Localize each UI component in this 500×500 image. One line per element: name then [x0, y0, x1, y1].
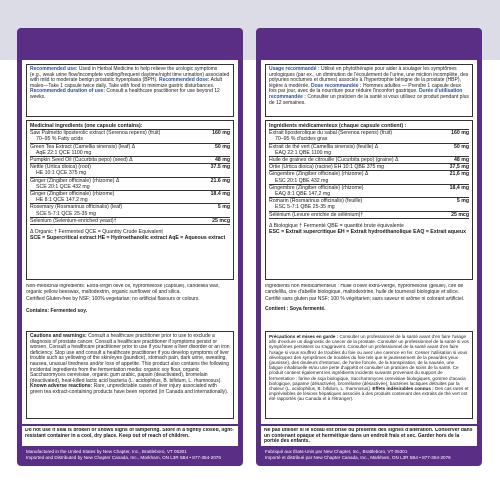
recommended-use-heading: Recommended use: [30, 66, 78, 72]
ingredient-standardization: HE 10:1 QCE 375 mg [36, 170, 87, 177]
french-label-content [261, 60, 477, 424]
ingredient-name [30, 164, 204, 176]
ingredient-row [269, 198, 469, 211]
recommended-dose-heading-fr: Dose recommandée : [310, 82, 362, 89]
certified-statement-fr: Certifié sans gluten par NSF; 100 % végétarien; sans saveur ni arôme ni colorant artificiel. [265, 296, 465, 303]
recommended-use-text-fr: Utilisé en phytothérapie pour aider à soulager les symptômes urologiques (par ex., un diminution de l'écoulement de l'urine, une miction incomplète, des polyuries nocturnes et diurnes) associés à l'hypertrophie bénigne de la prostate (HBP), légère à modérée. [269, 66, 469, 89]
cautions-box-fr [265, 331, 473, 419]
contains-statement-fr: Contient : Soya fermenté. [265, 305, 326, 312]
recommended-duration-heading-fr: Durée d'utilisation recommandée : [269, 88, 463, 100]
ingredient-row [30, 130, 230, 143]
ingredient-row [269, 130, 469, 143]
ingredient-name [30, 130, 204, 142]
ingredient-name-text: Huile de graines de citrouille (Cucurbita pepo) (graine) Δ [269, 157, 399, 164]
ingredient-row [269, 164, 469, 171]
cautions-box [26, 331, 234, 419]
medicinal-ingredients-header-fr: Ingrédients médicamenteux (chaque capsule contient) : [269, 123, 469, 130]
legend-line-1: Δ Organic † Fermented QCE = Quantity Crude Equivalent [30, 229, 163, 236]
legend-line-2-fr: ESC = Extrait supercritique EH = Extrait hydroéthanolique EAQ = Extrait aqueux [269, 229, 467, 236]
ingredient-amount: 18,4 mg [449, 184, 469, 191]
ingredient-amount: 18.4 mg [210, 191, 230, 198]
ingredient-row [269, 171, 469, 184]
english-label-content [22, 60, 238, 424]
ingredient-amount: 50 mg [454, 143, 469, 150]
recommended-use-box-fr [265, 64, 473, 117]
ingredient-rows [30, 130, 230, 225]
recommended-dose-heading: Recommended dose: [158, 77, 210, 84]
recommended-duration-text-fr: Consulter un praticien de la santé si vous utilisez ce produit pendant plus de 12 semaines. [269, 93, 469, 106]
adverse-reactions-heading: Known adverse reactions: [30, 383, 93, 390]
ingredient-row [30, 191, 230, 204]
ingredient-row [269, 144, 469, 157]
ingredient-row [269, 185, 469, 198]
manufacturer-line-fr: Fabriqué aux États-Unis par New Chapter, Inc., Brattleboro, VT 05301 [265, 449, 408, 454]
non-medicinal-ingredients-fr: Ingrédients non médicamenteux : Huile d'olive extra-vierge, hypromellose (gélule), cire de candelilla, cire d'abeille biologique, maltodextrine, huile de tournesol biologique et silice. [265, 284, 464, 295]
ingredient-name-text: Ginger (Zingiber officinale) (rhizome) [30, 191, 115, 198]
storage-warning-bar [22, 426, 238, 446]
ingredient-name-text: Gingembre (Zingiber officinale) (rhizome) [269, 184, 364, 191]
ingredient-name [269, 198, 443, 210]
ingredient-amount: 21,6 mg [449, 171, 469, 178]
medicinal-ingredients-table [26, 120, 234, 280]
ingredient-standardization: AqE 22:1 QCE 1100 mg [36, 149, 92, 156]
ingredient-row [269, 212, 469, 219]
contains-statement: Contains: Fermented soy. [26, 307, 88, 314]
ingredient-name-text: Selenium (Selenium-enriched yeast)† [30, 217, 117, 224]
ingredient-row [30, 164, 230, 177]
ingredient-amount: 50 mg [215, 143, 230, 150]
ingredient-name-text: Gingembre (Zingiber officinale) (rhizome) Δ [269, 171, 369, 178]
ingredient-amount: 48 mg [215, 157, 230, 164]
manufacturer-info-fr [265, 449, 473, 461]
ingredient-name-text: Ortie (Urtica dioica) (racine) EH 10:1 QBE 375 mg [269, 164, 385, 171]
ingredient-name [269, 157, 443, 163]
ingredient-amount: 160 mg [451, 130, 469, 137]
ingredient-amount: 37.5 mg [210, 164, 230, 171]
recommended-duration-text: Consult a healthcare practitioner for use beyond 12 weeks. [30, 88, 220, 100]
adverse-reactions-heading-fr: Effets indésirables connus : [372, 386, 434, 392]
ingredient-name-text: Sélénium (Levure enrichie de sélénium)† [269, 211, 364, 218]
ingredient-row [30, 218, 230, 225]
ingredient-name [30, 144, 204, 156]
ingredient-name [30, 204, 204, 216]
recommended-use-box [26, 64, 234, 117]
ingredient-standardization: SCE 20:1 QCE 432 mg [36, 183, 90, 190]
cautions-text-fr: Consulter un professionnel de la santé avant d'en faire l'usage afin d'exclure un diagnostic de cancer de la prostate. Consulter un professionnel de la santé si vos symptômes persistent ou s'aggravent. Consulter un professionnel de la santé avant d'en faire l'usage si vous souffrez de troubles du foie ou avez une carence en fer. Cesser l'utilisation si vous développez des symptômes de troubles du foie tels que le jaunissement de la peau/des yeux (jaunisse), des douleurs d'estomac, de l'urine foncée, de la transpiration, de la nausée, une fatigue inhabituelle et/ou une perte d'appétit et consulter un praticien de soins de la santé. Ce produit contient également les ingrédients incidents suivants provenant du support de fermentation : farine de soja biologique, Saccharomyces cerevisiae biologiques, gomme d'acacia biologique, papaïne (désactivée), bromélaïne (désactivée), bactéries lactiques détruites par la chaleur (L. acidophilus, B. bifidum, L. rhamnosus). [269, 334, 469, 392]
ingredient-name-text: Ginger (Zingiber officinale) (rhizome) Δ [30, 177, 120, 184]
english-label-panel [17, 28, 243, 466]
ingredient-name-text: Pumpkin Seed Oil (Cucurbita pepo) (seed) Δ [30, 157, 133, 164]
ingredient-name-text: Green Tea Extract (Camellia sinensis) (leaf) Δ [30, 143, 136, 150]
cautions-heading: Cautions and warnings: [30, 333, 87, 339]
ingredient-row [269, 157, 469, 164]
other-info-fr [265, 284, 473, 330]
ingredient-standardization: ESC 5-7:1 QBE 25-35 mg [275, 204, 335, 211]
ingredient-name-text: Nettle (Urtica dioica) (root) [30, 164, 91, 171]
medicinal-ingredients-header: Medicinal ingredients (one capsule contains): [30, 123, 230, 130]
recommended-use-heading-fr: Usage recommandé : [269, 66, 320, 72]
ingredient-standardization: EAQ 22:1 QBE 1100 mg [275, 149, 332, 156]
ingredient-amount: 160 mg [212, 130, 230, 137]
recommended-duration-heading: Recommended duration of use: [30, 88, 106, 95]
ingredient-row [30, 144, 230, 157]
ingredient-name [269, 164, 443, 170]
ingredient-name [30, 191, 204, 203]
ingredient-name [269, 130, 443, 142]
ingredient-standardization: 70–95 % Fatty acids [36, 136, 84, 143]
ingredient-name-text: Extrait de thé vert (Camellia sinensis) (feuille) Δ [269, 143, 379, 150]
ingredient-rows-fr [269, 130, 469, 219]
ingredient-name [30, 157, 204, 163]
certified-statement: Certified Gluten-free by NSF; 100% vegetarian; no artificial flavours or colours. [26, 296, 200, 303]
ingredient-name-text: Rosemary (Rosmarinus officinalis) (leaf) [30, 204, 123, 211]
ingredient-row [30, 204, 230, 217]
ingredient-amount: 37,5 mg [449, 164, 469, 171]
ingredient-name [30, 218, 204, 224]
ingredient-amount: 25 mcg [212, 217, 230, 224]
manufacturer-line: Manufactured in the United States by New Chapter, Inc., Brattleboro, VT 05301 [26, 449, 187, 454]
ingredient-name [269, 185, 443, 197]
ingredient-name [30, 178, 204, 190]
importer-line-fr: Importé et distribué par New Chapter Canada, Inc., Markham, ON L3R 5B4 • 877-354-2076 [265, 455, 451, 461]
ingredient-standardization: ESC 20:1 QBE 432 mg [275, 177, 329, 184]
ingredient-amount: 5 mg [217, 204, 230, 211]
storage-warning-text-fr: Ne pas utiliser si le sceau est brisé ou présente des signes d'altération. Conserver dans un contenant opaque et hermétique dans un endroit frais et sec. Garder hors de la portée des enfants. [264, 428, 473, 445]
storage-warning-text: Do not use if seal is broken or shows signs of tampering. Store in a tightly closed, light-resistant container in a cool, dry place. Keep out of reach of children. [25, 428, 234, 439]
ingredient-name [269, 171, 443, 183]
ingredient-amount: 21.6 mg [210, 177, 230, 184]
ingredient-row [30, 157, 230, 164]
legend-line-1-fr: Δ Biologique † Fermenté QBE = quantité brute équivalente [269, 222, 404, 229]
ingredient-standardization: HE 8:1 QCE 147.2 mg [36, 197, 88, 204]
ingredient-name-text: Romarin (Rosmarinus officinalis) (feuille) [269, 198, 363, 205]
storage-warning-bar-fr [261, 426, 477, 446]
recommended-dose-text: Adult males—Take 1 capsule twice daily. Take with food to minimize gastric disturbances. [30, 77, 223, 89]
manufacturer-info [26, 449, 234, 461]
recommended-use-text: Used in Herbal Medicine to help relieve the urologic symptoms (e.g., weak urine flow/incomplete voiding/frequent daytime/night time urination) associated with mild to moderate benign prostatic hyperplasia (BPH). [30, 66, 230, 84]
ingredient-amount: 5 mg [456, 198, 469, 205]
adverse-reactions-text-fr: Des cas rares et imprévisibles de lésions hépatiques associés à des produits contenant des extraits de thé vert ont été rapportés (au Canada et à l'étranger). [269, 386, 469, 402]
ingredient-name [269, 144, 443, 156]
cautions-text: Consult a healthcare practitioner prior to use to exclude a diagnosis of prostate cancer. Consult a healthcare practitioner if symptoms persist or worsen. Consult a healthcare practitioner prior to use if you have a liver disorder or an iron deficiency. Stop use and consult a healthcare practitioner if you develop symptoms of liver trouble such as yellowing of the skin/eyes (jaundice), stomach pain, dark urine, sweating, nausea, unusual tiredness and/or loss of appetite. This product also contains the following incidental ingredients from the fermentation media: organic soy flour, organic Saccharomyces cerevisiae, organic gum arabic, papain (deactivated), bromelain (deactivated), heat-killed lactic acid bacteria (L. acidophilus, B. bifidum, L. rhamnosus). [30, 333, 230, 384]
legend-line-2: SCE = Supercritical extract HE = Hydroethanolic extract AqE = Aqueous extract [30, 235, 226, 242]
ingredient-name [269, 212, 443, 218]
ingredient-name-text: Extrait liposterolique du sabal (Serenoa repens) (fruit) [269, 130, 393, 137]
cautions-heading-fr: Précautions et mises en garde : [269, 334, 339, 339]
ingredient-name-text: Saw Palmetto liposterolic extract (Serenoa repens) (fruit) [30, 130, 161, 137]
ingredient-standardization: 70–95 % d'acides gras [275, 136, 328, 143]
french-label-panel [256, 28, 482, 466]
ingredient-amount: 25 mcg [451, 211, 469, 218]
importer-line: Imported and Distributed by New Chapter Canada, Inc., Markham, ON L3R 5B4 • 877-354-2076 [26, 455, 221, 461]
ingredient-standardization: EAQ 8:1 QBE 147,2 mg [275, 191, 331, 198]
ingredient-amount: 48 mg [454, 157, 469, 164]
medicinal-ingredients-table-fr [265, 120, 473, 280]
recommended-dose-text-fr: Hommes adultes — Prendre 1 capsule deux fois par jour, avec de la nourriture pour réduire l'inconfort gastrique. [269, 82, 462, 95]
non-medicinal-ingredients: Non-medicinal ingredients: Extra-virgin olive oil, hypromellose (capsule), candelilla wax, organic yellow beeswax, maltodextrin, organic sunflower oil and silica. [26, 284, 220, 295]
ingredient-row [30, 178, 230, 191]
ingredient-standardization: SCE 5-7:1 QCE 25-35 mg [36, 210, 96, 217]
adverse-reactions-text: Rare, unpredictable cases of liver injury associated with green tea extract-containing products have been reported (in Canada and internationally). [30, 383, 229, 395]
other-info [26, 284, 234, 330]
